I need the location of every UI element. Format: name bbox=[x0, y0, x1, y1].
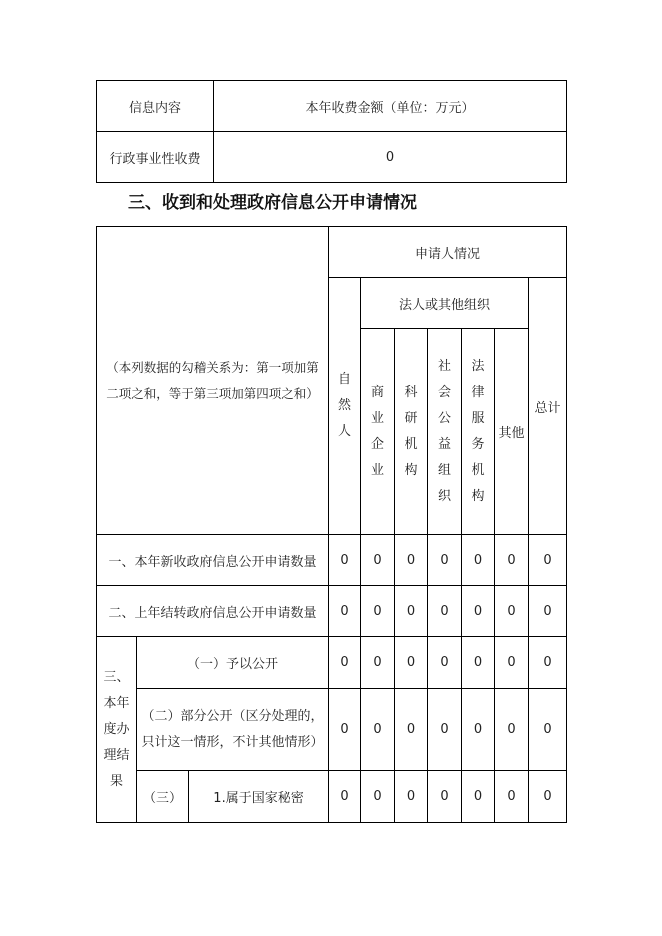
commercial-header: 商 业 企 业 bbox=[361, 329, 395, 535]
cell-value: 0 bbox=[329, 637, 361, 689]
cell-value: 0 bbox=[495, 771, 529, 823]
cell-value: 0 bbox=[395, 689, 428, 771]
row-label: （二）部分公开（区分处理的，只计这一情形，不计其他情形） bbox=[137, 689, 329, 771]
cell-value: 0 bbox=[329, 535, 361, 586]
fee-header-right: 本年收费金额（单位：万元） bbox=[214, 81, 567, 132]
cell-value: 0 bbox=[462, 689, 495, 771]
row-label: 一、本年新收政府信息公开申请数量 bbox=[97, 535, 329, 586]
cell-value: 0 bbox=[428, 586, 462, 637]
cell-value: 0 bbox=[428, 637, 462, 689]
cell-value: 0 bbox=[495, 586, 529, 637]
cell-value: 0 bbox=[428, 771, 462, 823]
cell-value: 0 bbox=[395, 771, 428, 823]
cell-value: 0 bbox=[329, 771, 361, 823]
note-cell: （本列数据的勾稽关系为：第一项加第二项之和，等于第三项加第四项之和） bbox=[97, 227, 329, 535]
stats-header-row-1 bbox=[97, 227, 567, 278]
cell-value: 0 bbox=[329, 586, 361, 637]
fee-data-row bbox=[97, 132, 567, 183]
cell-value: 0 bbox=[395, 637, 428, 689]
social-welfare-header: 社 会 公 益 组 织 bbox=[428, 329, 462, 535]
research-header: 科 研 机 构 bbox=[395, 329, 428, 535]
cell-value: 0 bbox=[361, 771, 395, 823]
cell-value: 0 bbox=[462, 586, 495, 637]
cell-value: 0 bbox=[329, 689, 361, 771]
row-label: （一）予以公开 bbox=[137, 637, 329, 689]
cell-value: 0 bbox=[495, 535, 529, 586]
applicant-header: 申请人情况 bbox=[329, 227, 567, 278]
natural-person-header: 自 然 人 bbox=[329, 278, 361, 535]
stats-table bbox=[96, 226, 567, 823]
cell-value: 0 bbox=[495, 689, 529, 771]
table-row bbox=[97, 637, 567, 689]
cell-value: 0 bbox=[462, 771, 495, 823]
legal-service-header: 法 律 服 务 机 构 bbox=[462, 329, 495, 535]
cell-value: 0 bbox=[462, 637, 495, 689]
row-label: 1.属于国家秘密 bbox=[189, 771, 329, 823]
fee-row-label: 行政事业性收费 bbox=[97, 132, 214, 183]
fee-row-value: 0 bbox=[214, 132, 567, 183]
cell-value: 0 bbox=[395, 586, 428, 637]
row-label: 二、上年结转政府信息公开申请数量 bbox=[97, 586, 329, 637]
table-row bbox=[97, 771, 567, 823]
cell-value: 0 bbox=[529, 689, 567, 771]
cell-value: 0 bbox=[428, 689, 462, 771]
cell-value: 0 bbox=[529, 586, 567, 637]
cell-value: 0 bbox=[529, 535, 567, 586]
cell-value: 0 bbox=[529, 637, 567, 689]
cell-value: 0 bbox=[529, 771, 567, 823]
cell-value: 0 bbox=[361, 586, 395, 637]
legal-entities-header: 法人或其他组织 bbox=[361, 278, 529, 329]
section-title: 三、收到和处理政府信息公开申请情况 bbox=[128, 193, 417, 213]
not-public-label: （三） bbox=[137, 771, 189, 823]
cell-value: 0 bbox=[361, 535, 395, 586]
fee-header-row bbox=[97, 81, 567, 132]
fee-table bbox=[96, 80, 567, 183]
cell-value: 0 bbox=[361, 689, 395, 771]
cell-value: 0 bbox=[361, 637, 395, 689]
other-header: 其他 bbox=[495, 329, 529, 535]
cell-value: 0 bbox=[428, 535, 462, 586]
cell-value: 0 bbox=[395, 535, 428, 586]
cell-value: 0 bbox=[462, 535, 495, 586]
table-row bbox=[97, 689, 567, 771]
fee-header-left: 信息内容 bbox=[97, 81, 214, 132]
table-row bbox=[97, 535, 567, 586]
table-row bbox=[97, 586, 567, 637]
result-group-label: 三、 本年 度办 理结 果 bbox=[97, 637, 137, 823]
cell-value: 0 bbox=[495, 637, 529, 689]
total-header: 总计 bbox=[529, 278, 567, 535]
